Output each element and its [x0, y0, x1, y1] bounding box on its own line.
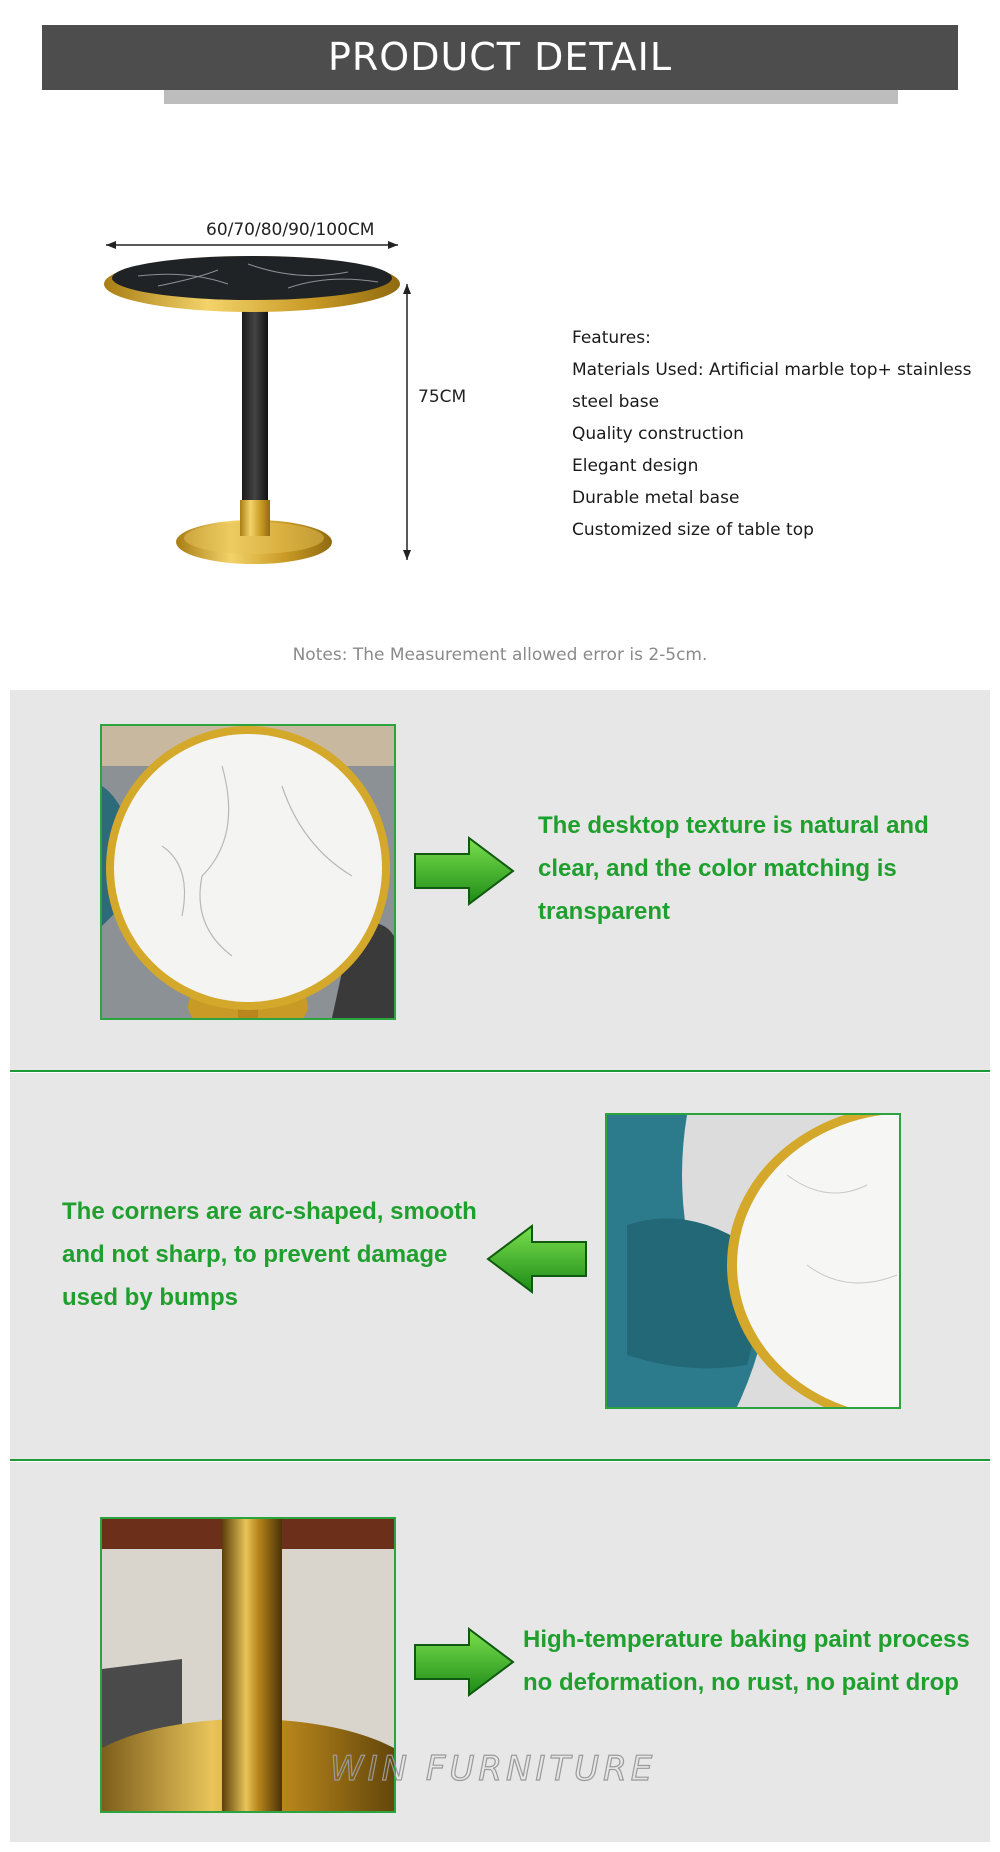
texture-description: The desktop texture is natural and clear, and the color matching is transparent — [538, 812, 929, 925]
feature-item: steel base — [572, 392, 660, 412]
arrow-right-icon — [413, 1627, 515, 1697]
feature-item: Quality construction — [572, 424, 744, 444]
section-divider — [10, 1459, 990, 1461]
page-title: PRODUCT DETAIL — [327, 35, 673, 79]
table-diagram — [98, 212, 478, 572]
arrow-left-icon — [486, 1224, 588, 1294]
feature-item: Customized size of table top — [572, 520, 814, 540]
rounded-corner-photo — [605, 1113, 901, 1409]
features-list — [572, 322, 972, 546]
height-dimension-label: 75CM — [418, 387, 467, 407]
feature-item: Elegant design — [572, 456, 699, 476]
header-underline — [164, 90, 898, 104]
arrow-right-icon — [413, 836, 515, 906]
measurement-note: Notes: The Measurement allowed error is 2-5cm. — [292, 645, 708, 665]
section-divider — [10, 1070, 990, 1072]
brand-watermark: WIN FURNITURE — [330, 1749, 657, 1789]
feature-item: Durable metal base — [572, 488, 740, 508]
header-bar — [42, 25, 958, 90]
features-heading: Features: — [572, 328, 651, 348]
width-dimension-label: 60/70/80/90/100CM — [206, 220, 375, 240]
paint-process-description: High-temperature baking paint process no deformation, no rust, no paint drop — [523, 1626, 970, 1696]
tabletop-texture-photo — [100, 724, 396, 1020]
corners-description: The corners are arc-shaped, smooth and not sharp, to prevent damage used by bumps — [62, 1198, 477, 1311]
feature-item: Materials Used: Artificial marble top+ stainless — [572, 360, 972, 380]
